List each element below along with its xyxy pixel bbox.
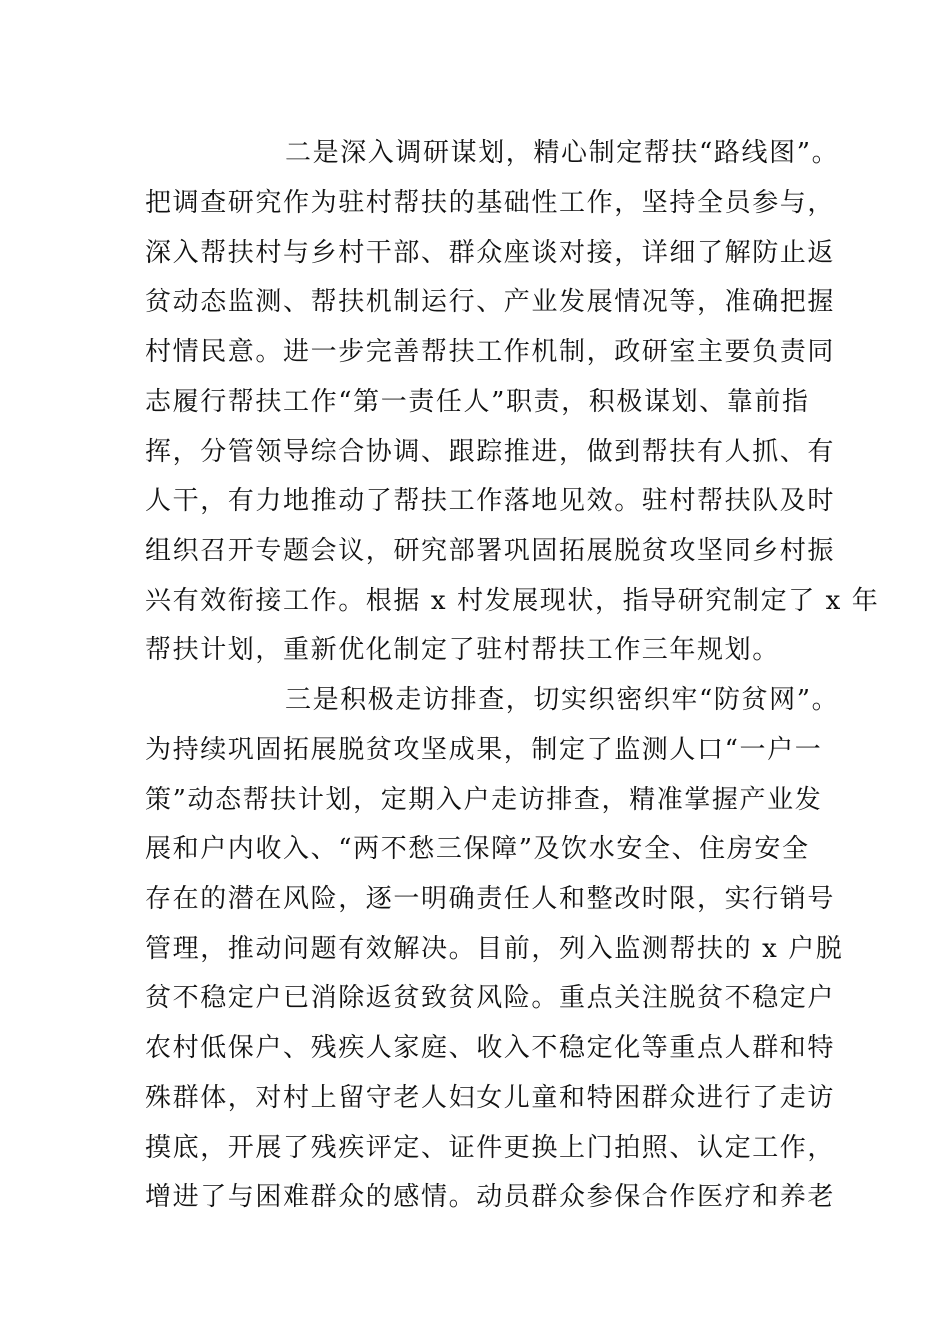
- text-line: 人干，有力地推动了帮扶工作落地见效。驻村帮扶队及时: [145, 486, 836, 516]
- text-line: 为持续巩固拓展脱贫攻坚成果，制定了监测人口“一户一: [145, 735, 823, 765]
- text-line: 摸底，开展了残疾评定、证件更换上门拍照、认定工作，: [145, 1133, 836, 1163]
- text-line: 挥，分管领导综合协调、跟踪推进，做到帮扶有人抓、有: [145, 437, 836, 467]
- text-line: 把调查研究作为驻村帮扶的基础性工作，坚持全员参与，: [145, 188, 836, 218]
- text-line: 展和户内收入、“两不愁三保障”及饮水安全、住房安全: [145, 834, 810, 864]
- text-line: 兴有效衔接工作。根据 x 村发展现状，指导研究制定了 x 年: [145, 586, 880, 616]
- text-line: 帮扶计划，重新优化制定了驻村帮扶工作三年规划。: [145, 635, 780, 665]
- text-line: 村情民意。进一步完善帮扶工作机制，政研室主要负责同: [145, 337, 836, 367]
- text-line: 管理，推动问题有效解决。目前，列入监测帮扶的 x 户脱: [145, 934, 844, 964]
- text-line: 贫不稳定户已消除返贫致贫风险。重点关注脱贫不稳定户: [145, 983, 836, 1013]
- text-line: 贫动态监测、帮扶机制运行、产业发展情况等，准确把握: [145, 287, 836, 317]
- text-line: 存在的潜在风险，逐一明确责任人和整改时限，实行销号: [145, 884, 836, 914]
- text-line: 深入帮扶村与乡村干部、群众座谈对接，详细了解防止返: [145, 238, 836, 268]
- text-line: 农村低保户、残疾人家庭、收入不稳定化等重点人群和特: [145, 1033, 836, 1063]
- text-line: 志履行帮扶工作“第一责任人”职责，积极谋划、靠前指: [145, 387, 810, 417]
- text-line: 策”动态帮扶计划，定期入户走访排查，精准掌握产业发: [145, 785, 823, 815]
- text-line: 增进了与困难群众的感情。动员群众参保合作医疗和养老: [145, 1182, 836, 1212]
- text-line: 组织召开专题会议，研究部署巩固拓展脱贫攻坚同乡村振: [145, 536, 836, 566]
- text-line: 殊群体，对村上留守老人妇女儿童和特困群众进行了走访: [145, 1083, 836, 1113]
- heading-line: 二是深入调研谋划，精心制定帮扶“路线图”。: [285, 138, 840, 168]
- heading-line: 三是积极走访排查，切实织密织牢“防贫网”。: [285, 685, 840, 715]
